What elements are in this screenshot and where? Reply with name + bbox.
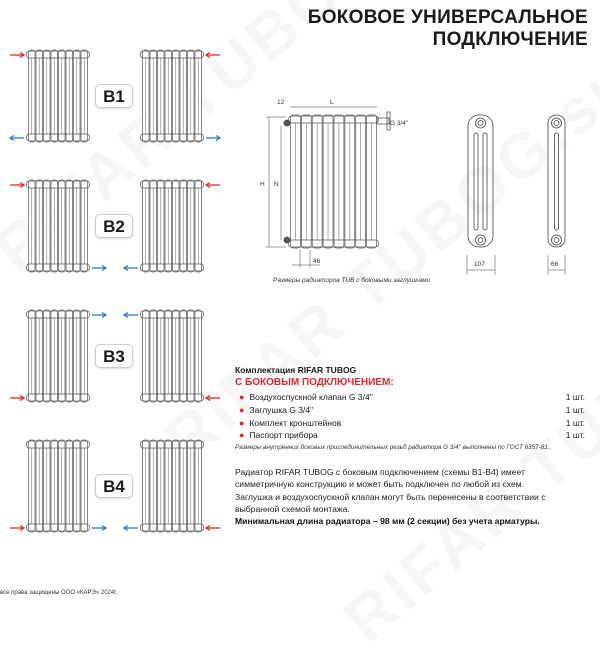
description-paragraph: Заглушка и воздухоспускной клапан могут быть перенесены в соответствии с выбранной схемой монтажа. [235, 491, 546, 514]
kit-heading: Комплектация RIFAR TUBOG [235, 365, 357, 375]
bullet-icon: ● [239, 392, 245, 403]
dim-12: 12 [277, 99, 285, 106]
description-paragraph: Радиатор RIFAR TUBOG с боковым подключением (схемы B1-B4) имеет симметричную конструкцию и может быть подключен по любой из схем. [235, 467, 525, 490]
dim-46: 46 [313, 258, 321, 265]
scheme-label: B4 [95, 474, 133, 498]
kit-item-qty: 1 шт. [565, 430, 585, 441]
drawing-caption: Размеры радиаторов TUB с боковыми заглушками [273, 277, 431, 284]
kit-item-qty: 1 шт. [565, 405, 585, 416]
description-min-length: Минимальная длина радиатора – 98 мм (2 секции) без учета арматуры. [235, 516, 540, 527]
dimension-drawing [250, 90, 600, 280]
title-line: ПОДКЛЮЧЕНИЕ [432, 29, 588, 50]
dim-66: 66 [551, 261, 559, 268]
kit-item [235, 404, 585, 417]
kit-item-name-wrap [239, 430, 318, 440]
bullet-icon: ● [239, 417, 245, 428]
kit-section [235, 365, 585, 451]
side-view-2-column [548, 115, 565, 247]
kit-item-name-wrap [239, 405, 313, 415]
dim-N: N [274, 181, 279, 188]
dim-thread: G 3/4'' [390, 120, 409, 127]
kit-item [235, 429, 585, 442]
bullet-icon: ● [239, 430, 245, 441]
scheme-label: B2 [95, 214, 133, 238]
kit-item-qty: 1 шт. [565, 417, 585, 428]
kit-item-qty: 1 шт. [565, 392, 585, 403]
kit-note: Размеры внутренних боковых присоединительных резьб радиатора G 3/4'' выполнены по ГОСТ 6357-81. [235, 443, 550, 451]
page-title [308, 7, 588, 51]
side-view-3-column [468, 115, 493, 247]
bullet-icon: ● [239, 405, 245, 416]
dim-107: 107 [474, 261, 485, 268]
kit-item-name-wrap [239, 418, 341, 428]
kit-item-name: Воздухоспускной клапан G 3/4'' [249, 392, 373, 403]
title-line: БОКОВОЕ УНИВЕРСАЛЬНОЕ [307, 7, 588, 28]
scheme-label: B1 [95, 84, 133, 108]
kit-item-name: Заглушка G 3/4'' [249, 405, 314, 416]
scheme-label: B3 [95, 344, 133, 368]
copyright: все права защищены ООО «КАРЭ» 2024г. [0, 590, 118, 596]
kit-item [235, 416, 585, 429]
dim-H: H [260, 181, 265, 188]
kit-subheading: С БОКОВЫМ ПОДКЛЮЧЕНИЕМ: [235, 377, 394, 388]
description [235, 466, 585, 527]
kit-item-name: Комплект кронштейнов [249, 417, 342, 428]
dim-L: L [330, 99, 334, 106]
kit-item-name: Паспорт прибора [249, 430, 318, 441]
kit-item [235, 391, 585, 404]
kit-item-name-wrap [239, 392, 373, 402]
